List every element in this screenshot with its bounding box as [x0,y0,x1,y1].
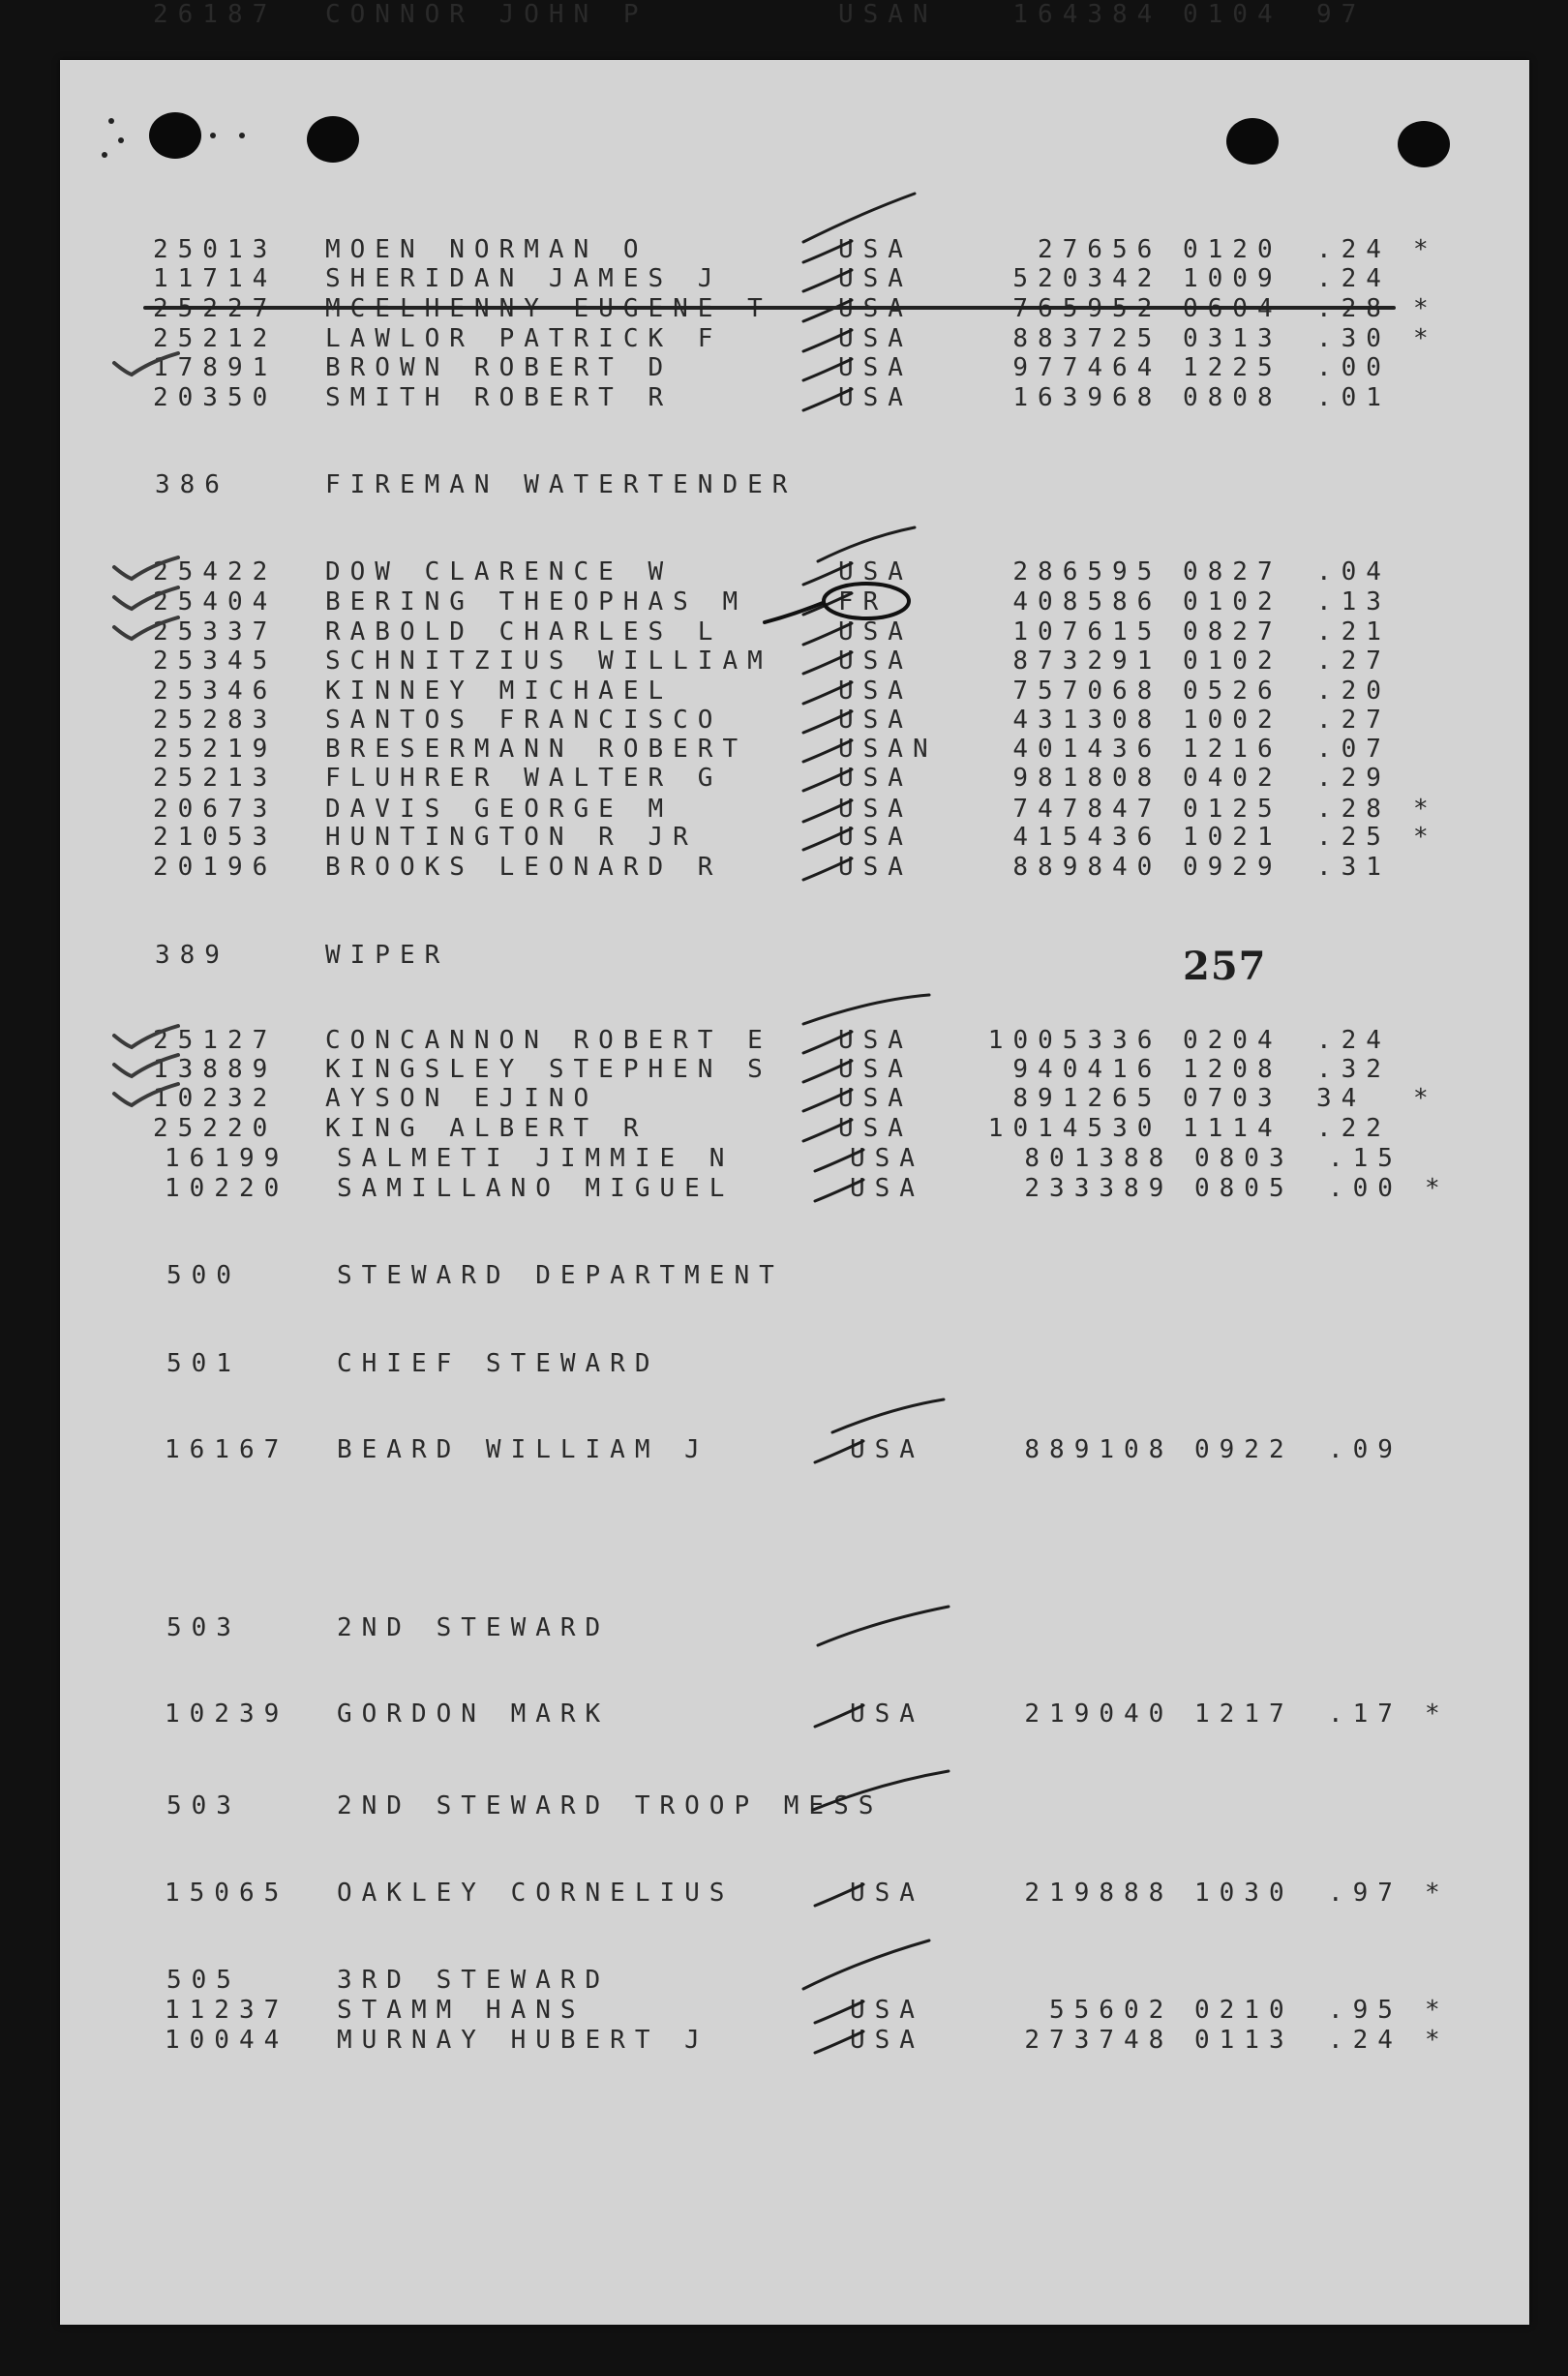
crew-name: MCELHENNY EUGENE T [325,294,772,323]
nationality: USA [850,2026,924,2055]
record-number: 889108 [1024,1435,1174,1464]
record-date: 1114 [1183,1114,1282,1143]
crew-name: KING ALBERT R [325,1114,648,1143]
record-number: 977464 [1012,353,1162,382]
nationality: USA [838,383,913,412]
record-date: 0703 [1183,1084,1282,1113]
record-number: 873291 [1012,647,1162,676]
record-number: 981808 [1012,764,1162,793]
crew-code: 15065 [165,1879,289,1908]
record-value: 34 [1316,1084,1367,1113]
record-value: .27 [1316,647,1391,676]
record-date: 0803 [1194,1144,1294,1173]
record-date: 0526 [1183,677,1282,706]
crew-code: 25345 [153,647,278,676]
record-number: 940416 [1012,1055,1162,1084]
record-value: .95 [1328,1996,1402,2025]
record-value: .28 [1316,294,1391,323]
crew-name: DOW CLARENCE W [325,557,674,586]
crew-code: 25213 [153,764,278,793]
record-number: 801388 [1024,1144,1174,1173]
nationality: USA [838,235,913,264]
crew-code: 21053 [153,823,278,852]
crew-code: 25220 [153,1114,278,1143]
crew-code: 25346 [153,677,278,706]
record-number: 55602 [1049,1996,1174,2025]
record-value: 97 [1316,0,1367,29]
record-number: 401436 [1012,735,1162,764]
crew-code: 25227 [153,294,278,323]
record-date: 0604 [1183,294,1282,323]
crew-name: MURNAY HUBERT J [337,2026,709,2055]
asterisk-mark: * [1425,1996,1450,2025]
crew-name: GORDON MARK [337,1699,611,1729]
section-code: 503 [166,1791,241,1820]
crew-name: SCHNITZIUS WILLIAM [325,647,772,676]
crew-name: BEARD WILLIAM J [337,1435,709,1464]
record-number: 219040 [1024,1699,1174,1729]
nationality: USA [838,853,913,882]
record-value: .00 [1316,353,1391,382]
record-number: 233389 [1024,1174,1174,1203]
asterisk-mark: * [1413,795,1438,824]
page-number-stamp: 257 [1183,944,1267,989]
crew-code: 10232 [153,1084,278,1113]
record-date: 0210 [1194,1996,1294,2025]
section-code: 389 [155,941,229,970]
crew-code: 25404 [153,587,278,617]
nationality: USA [850,1699,924,1729]
nationality: USA [850,1879,924,1908]
record-date: 0827 [1183,617,1282,647]
record-date: 1217 [1194,1699,1294,1729]
record-date: 0929 [1183,853,1282,882]
record-value: .09 [1328,1435,1402,1464]
record-value: .24 [1316,264,1391,293]
record-number: 520342 [1012,264,1162,293]
crew-code: 25283 [153,706,278,735]
section-title: 3RD STEWARD [337,1966,611,1995]
record-number: 1005336 [987,1026,1162,1055]
record-value: .28 [1316,795,1391,824]
asterisk-mark: * [1425,1699,1450,1729]
crew-name: SAMILLANO MIGUEL [337,1174,735,1203]
asterisk-mark: * [1425,2026,1450,2055]
crew-name: BERING THEOPHAS M [325,587,748,617]
record-value: .04 [1316,557,1391,586]
record-value: .27 [1316,706,1391,735]
nationality: USA [850,1435,924,1464]
asterisk-mark: * [1413,1084,1438,1113]
nationality: USA [838,677,913,706]
record-date: 0313 [1183,324,1282,353]
record-value: .31 [1316,853,1391,882]
crew-code: 25422 [153,557,278,586]
crew-name: BRESERMANN ROBERT [325,735,748,764]
record-number: 757068 [1012,677,1162,706]
nationality: USA [850,1996,924,2025]
asterisk-mark: * [1425,1879,1450,1908]
crew-name: CONCANNON ROBERT E [325,1026,772,1055]
section-code: 505 [166,1966,241,1995]
record-number: 27656 [1038,235,1162,264]
record-value: .30 [1316,324,1391,353]
crew-name: SANTOS FRANCISCO [325,706,723,735]
record-value: .97 [1328,1879,1402,1908]
section-code: 386 [155,470,229,499]
record-number: 273748 [1024,2026,1174,2055]
punch-hole [149,112,201,159]
record-value: .29 [1316,764,1391,793]
record-value: .24 [1316,1026,1391,1055]
asterisk-mark: * [1413,235,1438,264]
section-title: WIPER [325,941,450,970]
nationality: USA [838,1026,913,1055]
section-title: CHIEF STEWARD [337,1349,660,1378]
record-value: .32 [1316,1055,1391,1084]
crew-name: SMITH ROBERT R [325,383,674,412]
record-date: 0204 [1183,1026,1282,1055]
crew-name: FLUHRER WALTER G [325,764,723,793]
record-date: 0113 [1194,2026,1294,2055]
crew-code: 10239 [165,1699,289,1729]
crew-code: 25013 [153,235,278,264]
crew-code: 13889 [153,1055,278,1084]
section-code: 500 [166,1261,241,1290]
punch-hole [1398,121,1450,167]
crew-code: 11714 [153,264,278,293]
record-value: .20 [1316,677,1391,706]
nationality: USA [838,1055,913,1084]
punch-hole [307,116,359,163]
section-title: FIREMAN WATERTENDER [325,470,798,499]
record-value: .24 [1316,235,1391,264]
crew-code: 25337 [153,617,278,647]
crew-code: 16167 [165,1435,289,1464]
section-title: 2ND STEWARD [337,1613,611,1642]
section-title: 2ND STEWARD TROOP MESS [337,1791,884,1820]
record-date: 1002 [1183,706,1282,735]
record-number: 219888 [1024,1879,1174,1908]
record-number: 107615 [1012,617,1162,647]
nationality: USA [838,294,913,323]
record-number: 765952 [1012,294,1162,323]
section-code: 503 [166,1613,241,1642]
asterisk-mark: * [1413,324,1438,353]
nationality: USA [838,264,913,293]
crew-name: BROOKS LEONARD R [325,853,723,882]
nationality: USAN [838,735,938,764]
nationality: USA [850,1144,924,1173]
record-value: .15 [1328,1144,1402,1173]
crew-name: KINNEY MICHAEL [325,677,674,706]
crew-code: 10044 [165,2026,289,2055]
crew-code: 26187 [153,0,278,29]
record-value: .07 [1316,735,1391,764]
crew-name: OAKLEY CORNELIUS [337,1879,735,1908]
record-number: 747847 [1012,795,1162,824]
record-date: 0104 [1183,0,1282,29]
nationality: USA [838,557,913,586]
record-date: 0805 [1194,1174,1294,1203]
nationality: USA [850,1174,924,1203]
asterisk-mark: * [1413,823,1438,852]
crew-name: SALMETI JIMMIE N [337,1144,735,1173]
record-value: .17 [1328,1699,1402,1729]
record-value: .22 [1316,1114,1391,1143]
record-number: 889840 [1012,853,1162,882]
crew-name: SHERIDAN JAMES J [325,264,723,293]
record-date: 0922 [1194,1435,1294,1464]
nationality: USA [838,795,913,824]
crew-code: 11237 [165,1996,289,2025]
asterisk-mark: * [1425,1174,1450,1203]
record-number: 883725 [1012,324,1162,353]
crew-name: MOEN NORMAN O [325,235,648,264]
crew-name: RABOLD CHARLES L [325,617,723,647]
record-number: 431308 [1012,706,1162,735]
nationality: USA [838,647,913,676]
section-title: STEWARD DEPARTMENT [337,1261,784,1290]
record-date: 0102 [1183,647,1282,676]
record-value: .24 [1328,2026,1402,2055]
crew-code: 25212 [153,324,278,353]
record-number: 891265 [1012,1084,1162,1113]
crew-code: 25219 [153,735,278,764]
crew-code: 20673 [153,795,278,824]
record-date: 0120 [1183,235,1282,264]
record-date: 1216 [1183,735,1282,764]
record-value: .25 [1316,823,1391,852]
nationality: FR [838,587,889,617]
record-date: 0102 [1183,587,1282,617]
crew-name: LAWLOR PATRICK F [325,324,723,353]
record-date: 0827 [1183,557,1282,586]
record-date: 0125 [1183,795,1282,824]
nationality: USA [838,353,913,382]
record-date: 0402 [1183,764,1282,793]
punch-hole [1226,118,1279,165]
record-number: 286595 [1012,557,1162,586]
record-date: 1009 [1183,264,1282,293]
nationality: USA [838,617,913,647]
crew-code: 20196 [153,853,278,882]
crew-name: DAVIS GEORGE M [325,795,674,824]
record-number: 415436 [1012,823,1162,852]
asterisk-mark: * [1413,294,1438,323]
crew-code: 25127 [153,1026,278,1055]
crew-code: 20350 [153,383,278,412]
record-number: 164384 [1012,0,1162,29]
nationality: USA [838,324,913,353]
record-number: 163968 [1012,383,1162,412]
crew-name: KINGSLEY STEPHEN S [325,1055,772,1084]
record-date: 1030 [1194,1879,1294,1908]
record-value: .21 [1316,617,1391,647]
crew-name: CONNOR JOHN P [325,0,648,29]
crew-code: 17891 [153,353,278,382]
record-value: .00 [1328,1174,1402,1203]
crew-name: HUNTINGTON R JR [325,823,698,852]
record-number: 408586 [1012,587,1162,617]
record-date: 1225 [1183,353,1282,382]
record-date: 1021 [1183,823,1282,852]
nationality: USA [838,706,913,735]
crew-name: BROWN ROBERT D [325,353,674,382]
record-number: 1014530 [987,1114,1162,1143]
nationality: USA [838,823,913,852]
nationality: USA [838,1114,913,1143]
nationality: USA [838,1084,913,1113]
crew-code: 16199 [165,1144,289,1173]
section-code: 501 [166,1349,241,1378]
record-value: .01 [1316,383,1391,412]
record-date: 1208 [1183,1055,1282,1084]
crew-name: AYSON EJINO [325,1084,599,1113]
record-date: 0808 [1183,383,1282,412]
record-value: .13 [1316,587,1391,617]
crew-code: 10220 [165,1174,289,1203]
nationality: USA [838,764,913,793]
crew-name: STAMM HANS [337,1996,586,2025]
nationality: USAN [838,0,938,29]
